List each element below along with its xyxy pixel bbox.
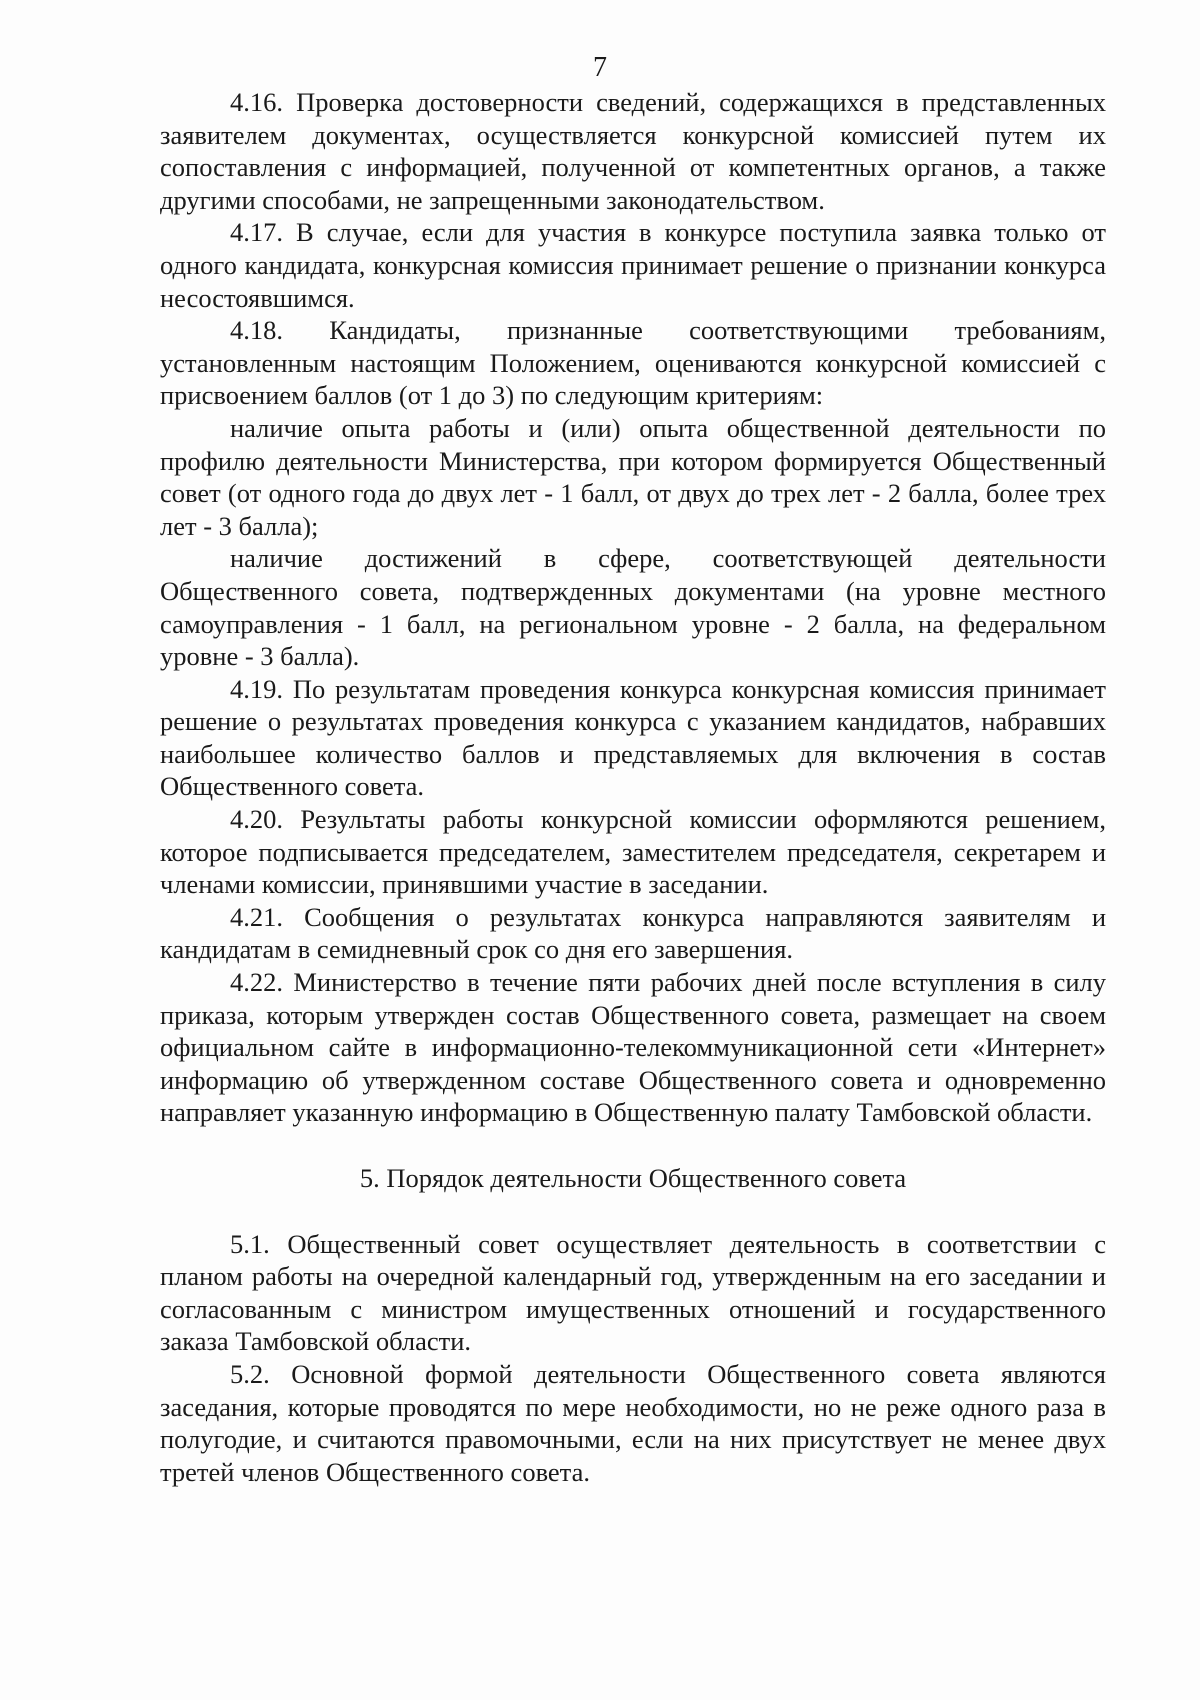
document-body	[160, 86, 1106, 1488]
paragraph-4-22: 4.22. Министерство в течение пяти рабочих дней после вступления в силу приказа, которым утвержден состав Общественного совета, размещает на своем официальном сайте в информационно-телекоммуникационной сети «Интернет» информацию об утвержденном составе Общественного совета и одновременно направляет указанную информацию в Общественную палату Тамбовской области.	[160, 967, 1106, 1128]
paragraph-5-2: 5.2. Основной формой деятельности Общественного совета являются заседания, которые проводятся по мере необходимости, но не реже одного раза в полугодие, и считаются правомочными, если на них присутствует не менее двух третей членов Общественного совета.	[160, 1358, 1106, 1487]
criterion-achievements: наличие достижений в сфере, соответствующей деятельности Общественного совета, подтвержденных документами (на уровне местного самоуправления - 1 балл, на региональном уровне - 2 балла, на федеральном уровне - 3 балла).	[160, 543, 1106, 672]
paragraph-4-18: 4.18. Кандидаты, признанные соответствующими требованиям, установленным настоящим Положением, оцениваются конкурсной комиссией с присвоением баллов (от 1 до 3) по следующим критериям:	[160, 315, 1106, 411]
section-heading: 5. Порядок деятельности Общественного совета	[359, 1163, 907, 1193]
paragraph-4-21: 4.21. Сообщения о результатах конкурса направляются заявителям и кандидатам в семидневный срок со дня его завершения.	[160, 901, 1106, 965]
paragraph-4-19: 4.19. По результатам проведения конкурса конкурсная комиссия принимает решение о результатах проведения конкурса с указанием кандидатов, набравших наибольшее количество баллов и представляемых для включения в состав Общественного совета.	[160, 673, 1106, 802]
paragraph-4-20: 4.20. Результаты работы конкурсной комиссии оформляются решением, которое подписывается председателем, заместителем председателя, секретарем и членами комиссии, принявшими участие в заседании.	[160, 804, 1106, 900]
paragraph-4-16: 4.16. Проверка достоверности сведений, содержащихся в представленных заявителем документах, осуществляется конкурсной комиссией путем их сопоставления с информацией, полученной от компетентных органов, а также другими способами, не запрещенными законодательством.	[160, 87, 1106, 215]
paragraph-4-17: 4.17. В случае, если для участия в конкурсе поступила заявка только от одного кандидата, конкурсная комиссия принимает решение о признании конкурса несостоявшимся.	[160, 217, 1106, 313]
paragraph-5-1: 5.1. Общественный совет осуществляет деятельность в соответствии с планом работы на очередной календарный год, утвержденным на его заседании и согласованным с министром имущественных отношений и государственного заказа Тамбовской области.	[160, 1228, 1106, 1357]
criterion-experience: наличие опыта работы и (или) опыта общественной деятельности по профилю деятельности Министерства, при котором формируется Общественный совет (от одного года до двух лет - 1 балл, от двух до трех лет - 2 балла, более трех лет - 3 балла);	[160, 412, 1106, 541]
page-number: 7	[593, 52, 607, 83]
